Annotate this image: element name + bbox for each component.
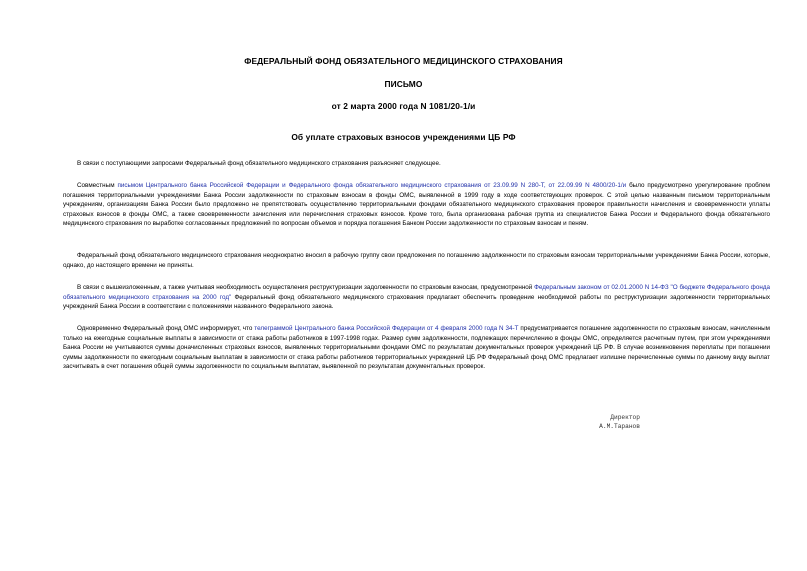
letter-reference-link[interactable]: письмом Центрального банка Российской Федерации и Федерального фонда обязательного медицинского страхования от 23.09.99 N 280-Т, от 22.09.99 N 4800/20-1/и	[117, 182, 627, 189]
paragraph-2	[63, 181, 770, 229]
paragraph-4-rest: Федеральный фонд обязательного медицинского страхования предлагает обеспечить проведение необходимой работы по реструктуризации задолженности территориальных учреждений Банка России в соответствии с положениями названного Федерального закона.	[63, 293, 770, 311]
paragraph-5	[63, 324, 770, 372]
paragraph-2-lead: Совместным	[77, 182, 118, 189]
organization-title: ФЕДЕРАЛЬНЫЙ ФОНД ОБЯЗАТЕЛЬНОГО МЕДИЦИНСКОГО СТРАХОВАНИЯ	[244, 56, 563, 66]
federal-law-link[interactable]: Федеральным законом от 02.01.2000 N 14-ФЗ "О бюджете Федерального фонда обязательного медицинского страхования на 2000 год"	[63, 284, 770, 301]
paragraph-1-text: В связи с поступающими запросами Федеральный фонд обязательного медицинского страхования разъясняет следующее.	[77, 160, 441, 167]
paragraph-5-rest: предусматривается погашение задолженности по страховым взносам, начисленным только на ежегодные социальные выплаты в зависимости от стажа работы работников в 1997-1998 годах. Размер сумм задолженности, подлежащих перечислению в фонды ОМС, определяется расчетным путем, при этом учреждениями Банка России не учитываются суммы доначисленных страховых взносов, выявленных территориальными фондами ОМС по результатам документальных проверок учреждений ЦБ РФ. В случае возникновения переплаты при погашении суммы задолженности по ежегодным социальным выплатам в зависимости от стажа работы работников территориальных учреждений ЦБ РФ Федеральный фонд ОМС предлагает излишне перечисленные суммы по данному виду выплат засчитывать в счет погашения общей суммы задолженности по социальным выплатам, выявленной по результатам документальных проверок.	[63, 325, 770, 371]
telegram-reference-link[interactable]: телеграммой Центрального банка Российской Федерации от 4 февраля 2000 года N 34-Т	[254, 325, 519, 332]
signature-name: А.М.Таранов	[599, 422, 640, 430]
signature-title: Директор	[610, 414, 640, 421]
document-date-number: от 2 марта 2000 года N 1081/20-1/и	[331, 101, 476, 111]
paragraph-4	[63, 283, 770, 312]
document-type: ПИСЬМО	[384, 79, 423, 89]
paragraph-2-rest: было предусмотрено урегулирование проблем погашения территориальными учреждениями Банка России задолженности по страховым взносам в фонды ОМС, выявленной в 1999 году в ходе соответствующих проверок. С этой целью названным письмом территориальным учреждениям, организациям Банка России было предложено не препятствовать осуществлению территориальными фондами обязательного медицинского страхования проверок правильности начисления и своевременности уплаты страховых взносов в фонды ОМС, а также своевременности зачисления или перечисления страховых взносов. Кроме того, была организована рабочая группа из специалистов Банка России и Федерального фонда обязательного медицинского страхования по выработке согласованных предложений по вопросам объемов и порядка погашения Банком России задолженности по страховым взносам и пеням.	[63, 182, 770, 228]
document-subject: Об уплате страховых взносов учреждениями ЦБ РФ	[291, 132, 516, 142]
signature-block	[560, 414, 640, 431]
paragraph-4-lead: В связи с вышеизложенным, а также учитывая необходимость осуществления реструктуризации задолженности по страховым взносам, предусмотренной	[77, 284, 535, 291]
paragraph-1	[63, 159, 770, 169]
paragraph-3	[63, 251, 770, 270]
paragraph-5-lead: Одновременно Федеральный фонд ОМС информирует, что	[77, 325, 255, 332]
paragraph-3-text: Федеральный фонд обязательного медицинского страхования неоднократно вносил в рабочую группу свои предложения по погашению задолженности по страховым взносам территориальными учреждениями Банка России, которые, однако, до настоящего времени не приняты.	[63, 252, 770, 269]
